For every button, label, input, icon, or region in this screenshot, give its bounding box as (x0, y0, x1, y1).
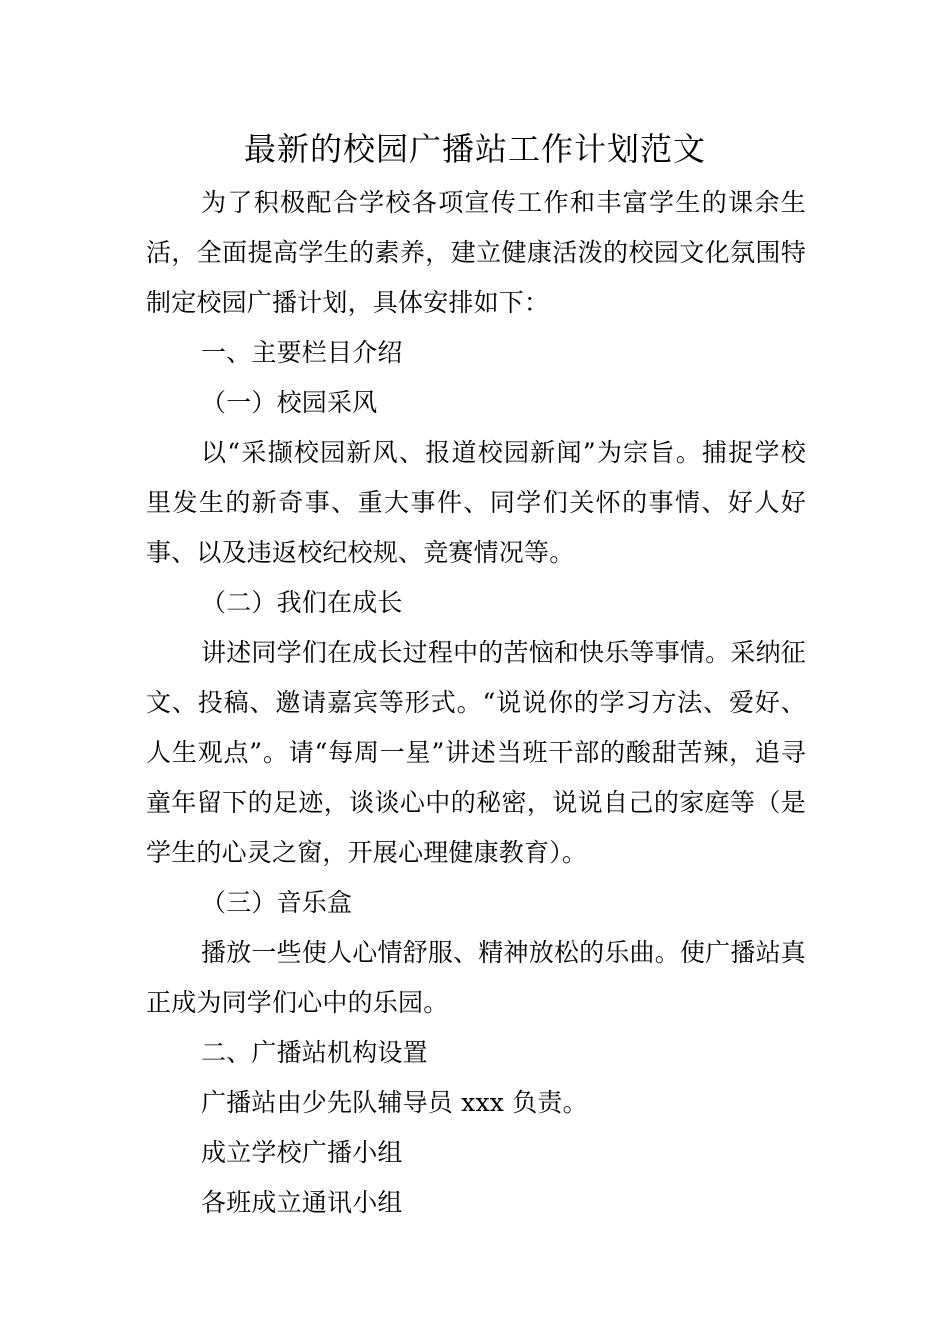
intro-paragraph: 为了积极配合学校各项宣传工作和丰富学生的课余生活，全面提高学生的素养，建立健康活泼的校园文化氛围特制定校园广播计划，具体安排如下： (146, 188, 806, 317)
section-heading-1: 一、主要栏目介绍 (201, 338, 403, 367)
paragraph-music-box: 播放一些使人心情舒服、精神放松的乐曲。使广播站真正成为同学们心中的乐园。 (146, 938, 806, 1017)
paragraph-campus-news: 以“采撷校园新风、报道校园新闻”为宗旨。捕捉学校里发生的新奇事、重大事件、同学们关怀的事情、好人好事、以及违返校纪校规、竞赛情况等。 (146, 438, 806, 567)
subsection-heading-1: （一）校园采风 (201, 388, 378, 417)
document-body (146, 178, 806, 1228)
section-heading-2: 二、广播站机构设置 (201, 1038, 428, 1067)
document-title: 最新的校园广播站工作计划范文 (243, 130, 706, 168)
paragraph-class-group: 各班成立通讯小组 (201, 1188, 403, 1217)
paragraph-growing-up: 讲述同学们在成长过程中的苦恼和快乐等事情。采纳征文、投稿、邀请嘉宾等形式。“说说你的学习方法、爱好、人生观点”。请“每周一星”讲述当班干部的酸甜苦辣，追寻童年留下的足迹，谈谈心中的秘密，说说自己的家庭等（是学生的心灵之窗，开展心理健康教育）。 (146, 638, 806, 867)
subsection-heading-3: （三）音乐盒 (201, 888, 353, 917)
subsection-heading-2: （二）我们在成长 (201, 588, 403, 617)
paragraph-broadcast-group: 成立学校广播小组 (201, 1138, 403, 1167)
paragraph-organization: 广播站由少先队辅导员 xxx 负责。 (201, 1088, 588, 1117)
